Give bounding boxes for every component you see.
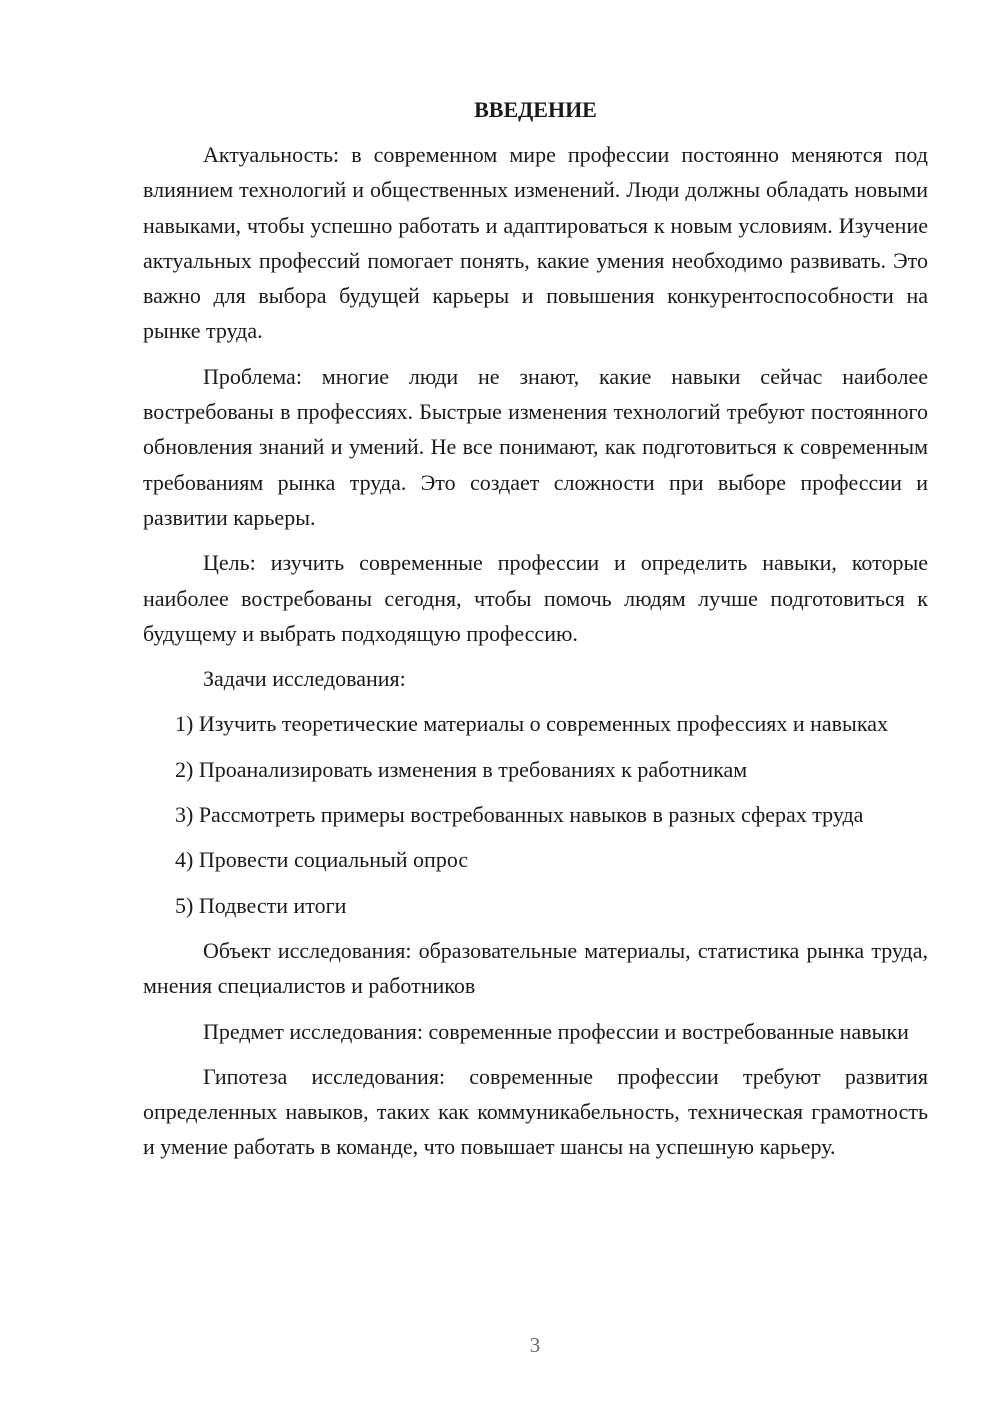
tasks-heading: Задачи исследования: (203, 666, 406, 692)
relevance-paragraph: Актуальность: в современном мире профессии постоянно меняются под влиянием технологий и общественных изменений. Люди должны обладать новыми навыками, чтобы успешно работать и адаптироваться к новым условиям. Изучение актуальных профессий помогает понять, какие умения необходимо развивать. Это важно для выбора будущей карьеры и повышения конкурентоспособности на рынке труда. (143, 142, 928, 344)
task-item: 5) Подвести итоги (175, 892, 347, 918)
page-number: 3 (529, 1333, 541, 1357)
problem-paragraph: Проблема: многие люди не знают, какие навыки сейчас наиболее востребованы в профессиях. Быстрые изменения технологий требуют постоянного обновления знаний и умений. Не все понимают, как подготовиться к современным требованиям рынка труда. Это создает сложности при выборе профессии и развитии карьеры. (143, 363, 928, 530)
subject-paragraph: Предмет исследования: современные профессии и востребованные навыки (203, 1018, 909, 1044)
goal-paragraph: Цель: изучить современные профессии и определить навыки, которые наиболее востребованы сегодня, чтобы помочь людям лучше подготовиться к будущему и выбрать подходящую профессию. (143, 550, 928, 646)
task-item: 3) Рассмотреть примеры востребованных навыков в разных сферах труда (175, 802, 864, 828)
task-item: 1) Изучить теоретические материалы о современных профессиях и навыках (175, 711, 888, 737)
document-page (143, 95, 928, 1175)
task-item: 2) Проанализировать изменения в требованиях к работникам (175, 756, 748, 782)
hypothesis-paragraph: Гипотеза исследования: современные профессии требуют развития определенных навыков, таких как коммуникабельность, техническая грамотность и умение работать в команде, что повышает шансы на успешную карьеру. (143, 1063, 928, 1160)
page-title: ВВЕДЕНИЕ (474, 97, 597, 122)
object-paragraph: Объект исследования: образовательные материалы, статистика рынка труда, мнения специалистов и работников (143, 937, 928, 999)
task-item: 4) Провести социальный опрос (175, 847, 469, 873)
